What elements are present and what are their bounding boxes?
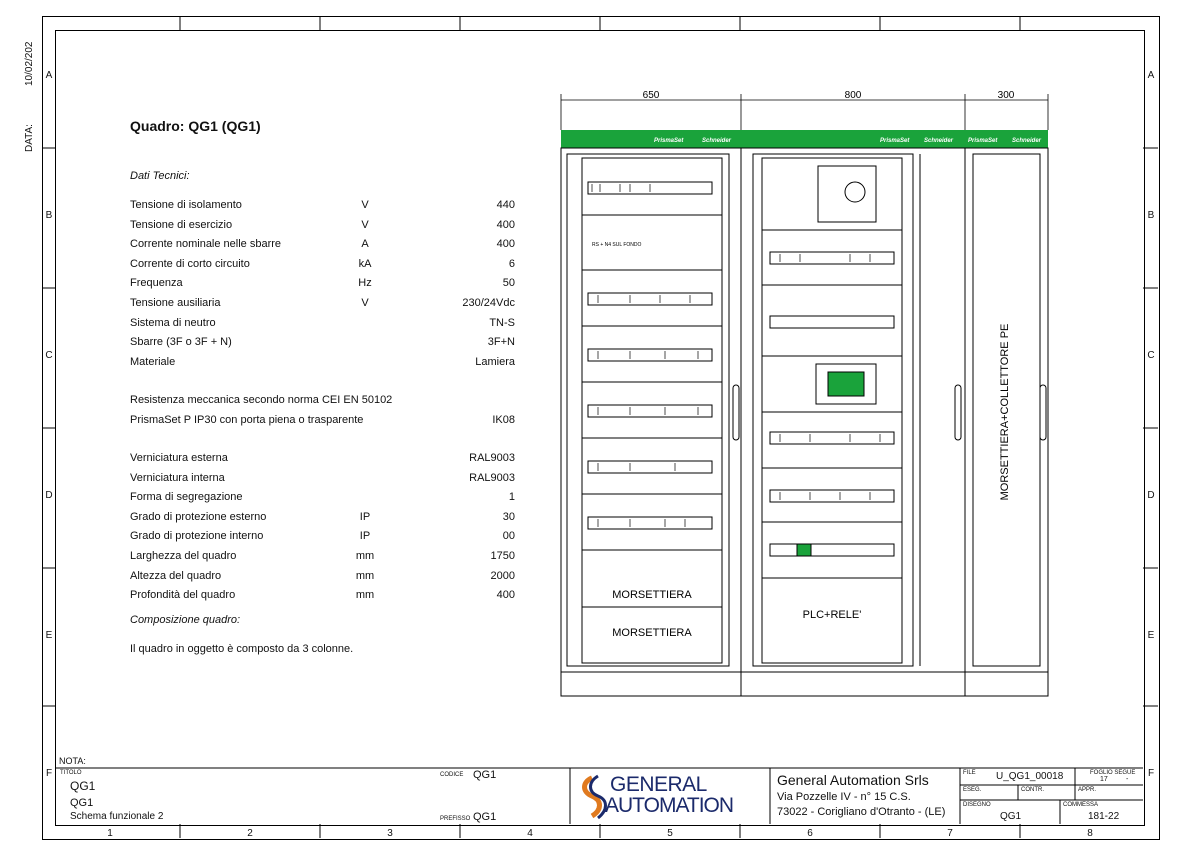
logo-line1: GENERAL — [610, 773, 707, 796]
col-number: 8 — [1087, 828, 1093, 839]
codice-label: CODICE — [440, 772, 464, 778]
tech-heading: Dati Tecnici: — [130, 170, 190, 182]
appr-label: APPR. — [1078, 787, 1097, 793]
spec-value: 00 — [502, 530, 515, 543]
disegno-label: DISEGNO — [963, 802, 991, 808]
brand-sub: Schneider — [924, 138, 954, 144]
spec-label: Frequenza — [130, 277, 183, 290]
spec-unit: V — [361, 199, 369, 211]
spec-value: 440 — [496, 199, 515, 211]
spec-label: Profondità del quadro — [130, 589, 236, 602]
row-letter: E — [1147, 630, 1155, 641]
spec-value: 6 — [508, 257, 515, 270]
col-number: 2 — [247, 828, 253, 839]
col1-note: RS + N4 SUL FONDO — [592, 242, 642, 248]
spec-label: Tensione di esercizio — [130, 218, 233, 231]
row-letter: C — [1147, 350, 1155, 361]
col-number: 1 — [107, 828, 113, 839]
plc-label: PLC+RELE' — [802, 609, 862, 621]
file-value: U_QG1_00018 — [996, 771, 1064, 782]
tb-subtitle: QG1 — [70, 797, 94, 809]
brand-label: PrismaSet — [654, 138, 684, 144]
spec-label: Grado di protezione esterno — [130, 510, 267, 523]
spec-label: Resistenza meccanica secondo norma CEI EN 50102 — [130, 394, 393, 406]
spec-value: RAL9003 — [469, 452, 515, 464]
spec-unit: IP — [359, 510, 371, 523]
spec-unit: mm — [355, 550, 375, 562]
col-number: 7 — [947, 828, 953, 839]
col-number: 5 — [667, 828, 673, 839]
row-letter: A — [45, 70, 53, 81]
spec-value: 30 — [502, 510, 515, 523]
row-letter: C — [45, 350, 53, 361]
commessa-value: 181-22 — [1088, 811, 1120, 822]
logo-line2: AUTOMATION — [605, 794, 734, 817]
tb-title: QG1 — [70, 779, 96, 793]
foglio-label: FOGLIO SEGUE — [1090, 770, 1136, 776]
dim-300: 300 — [997, 90, 1015, 101]
company-name: General Automation Srls — [777, 772, 929, 788]
spec-value: 3F+N — [487, 336, 515, 349]
row-letter: D — [45, 490, 53, 501]
spec-label: Forma di segregazione — [130, 491, 243, 504]
file-label: FILE — [963, 770, 976, 776]
brand-sub: Schneider — [1012, 138, 1042, 144]
row-letter: B — [1147, 210, 1155, 221]
spec-unit: V — [361, 218, 369, 231]
spec-label: Tensione ausiliaria — [130, 297, 221, 309]
spec-value: TN-S — [489, 316, 515, 329]
col-number: 6 — [807, 828, 813, 839]
spec-value: 400 — [496, 218, 515, 231]
spec-unit: mm — [355, 569, 375, 582]
commessa-label: COMMESSA — [1063, 802, 1099, 808]
spec-label: Grado di protezione interno — [130, 530, 264, 543]
company-address1: Via Pozzelle IV - n° 15 C.S. — [777, 791, 911, 803]
spec-value: Lamiera — [475, 355, 515, 368]
spec-value: 1 — [508, 491, 515, 504]
spec-label: Materiale — [130, 355, 176, 368]
spec-label: PrismaSet P IP30 con porta piena o trasparente — [130, 413, 364, 426]
row-letter: D — [1147, 490, 1155, 501]
spec-value: RAL9003 — [469, 471, 515, 484]
spec-value: 400 — [496, 589, 515, 602]
foglio-value: 17 — [1100, 776, 1108, 783]
board-title: Quadro: QG1 (QG1) — [130, 118, 261, 134]
codice-value: QG1 — [473, 769, 497, 781]
spec-value: 2000 — [490, 569, 515, 582]
spec-value: IK08 — [492, 413, 515, 426]
spec-label: Corrente nominale nelle sbarre — [130, 238, 282, 251]
spec-label: Tensione di isolamento — [130, 199, 242, 211]
dim-650: 650 — [642, 90, 660, 101]
row-letter: E — [45, 630, 53, 641]
foglio-next: - — [1126, 776, 1129, 783]
date-label: DATA: — [24, 124, 35, 152]
vertical-label: MORSETTIERA+COLLETTORE PE — [999, 323, 1011, 501]
prefisso-value: QG1 — [473, 811, 497, 823]
date-text: 10/02/202 — [24, 41, 35, 86]
company-address2: 73022 - Corigliano d'Otranto - (LE) — [777, 806, 946, 818]
morsettiera-2: MORSETTIERA — [612, 627, 692, 639]
spec-value: 50 — [502, 277, 515, 290]
nota-label: NOTA: — [59, 756, 86, 766]
brand-label: PrismaSet — [968, 138, 998, 144]
spec-label: Sbarre (3F o 3F + N) — [130, 336, 232, 349]
esec-label: ESEG. — [963, 787, 982, 793]
morsettiera-1: MORSETTIERA — [612, 589, 692, 601]
spec-unit: mm — [355, 589, 375, 602]
spec-label: Verniciatura esterna — [130, 452, 228, 464]
spec-label: Larghezza del quadro — [130, 550, 237, 562]
spec-unit: A — [361, 238, 369, 251]
row-letter: B — [45, 210, 53, 221]
row-letter: F — [45, 768, 53, 779]
contr-label: CONTR. — [1021, 787, 1044, 793]
spec-value: 1750 — [490, 550, 515, 562]
tb-description: Schema funzionale 2 — [70, 811, 164, 822]
spec-label: Verniciatura interna — [130, 471, 225, 484]
brand-sub: Schneider — [702, 138, 732, 144]
prefisso-label: PREFISSO — [440, 816, 471, 822]
dim-800: 800 — [844, 90, 862, 101]
spec-unit: Hz — [358, 277, 372, 290]
row-letter: A — [1147, 70, 1155, 81]
spec-value: 230/24Vdc — [462, 297, 515, 309]
spec-unit: V — [361, 297, 369, 309]
spec-value: 400 — [496, 238, 515, 251]
spec-label: Sistema di neutro — [130, 316, 216, 329]
composition-text: Il quadro in oggetto è composto da 3 colonne. — [130, 643, 354, 655]
composition-heading: Composizione quadro: — [130, 614, 241, 626]
titolo-label: TITOLO — [60, 770, 82, 776]
col-number: 3 — [387, 828, 393, 839]
col-number: 4 — [527, 828, 533, 839]
spec-unit: kA — [358, 257, 372, 270]
spec-label: Altezza del quadro — [130, 569, 222, 582]
brand-label: PrismaSet — [880, 138, 910, 144]
row-letter: F — [1147, 768, 1155, 779]
spec-label: Corrente di corto circuito — [130, 257, 250, 270]
spec-unit: IP — [359, 530, 371, 543]
disegno-value: QG1 — [1000, 811, 1022, 822]
